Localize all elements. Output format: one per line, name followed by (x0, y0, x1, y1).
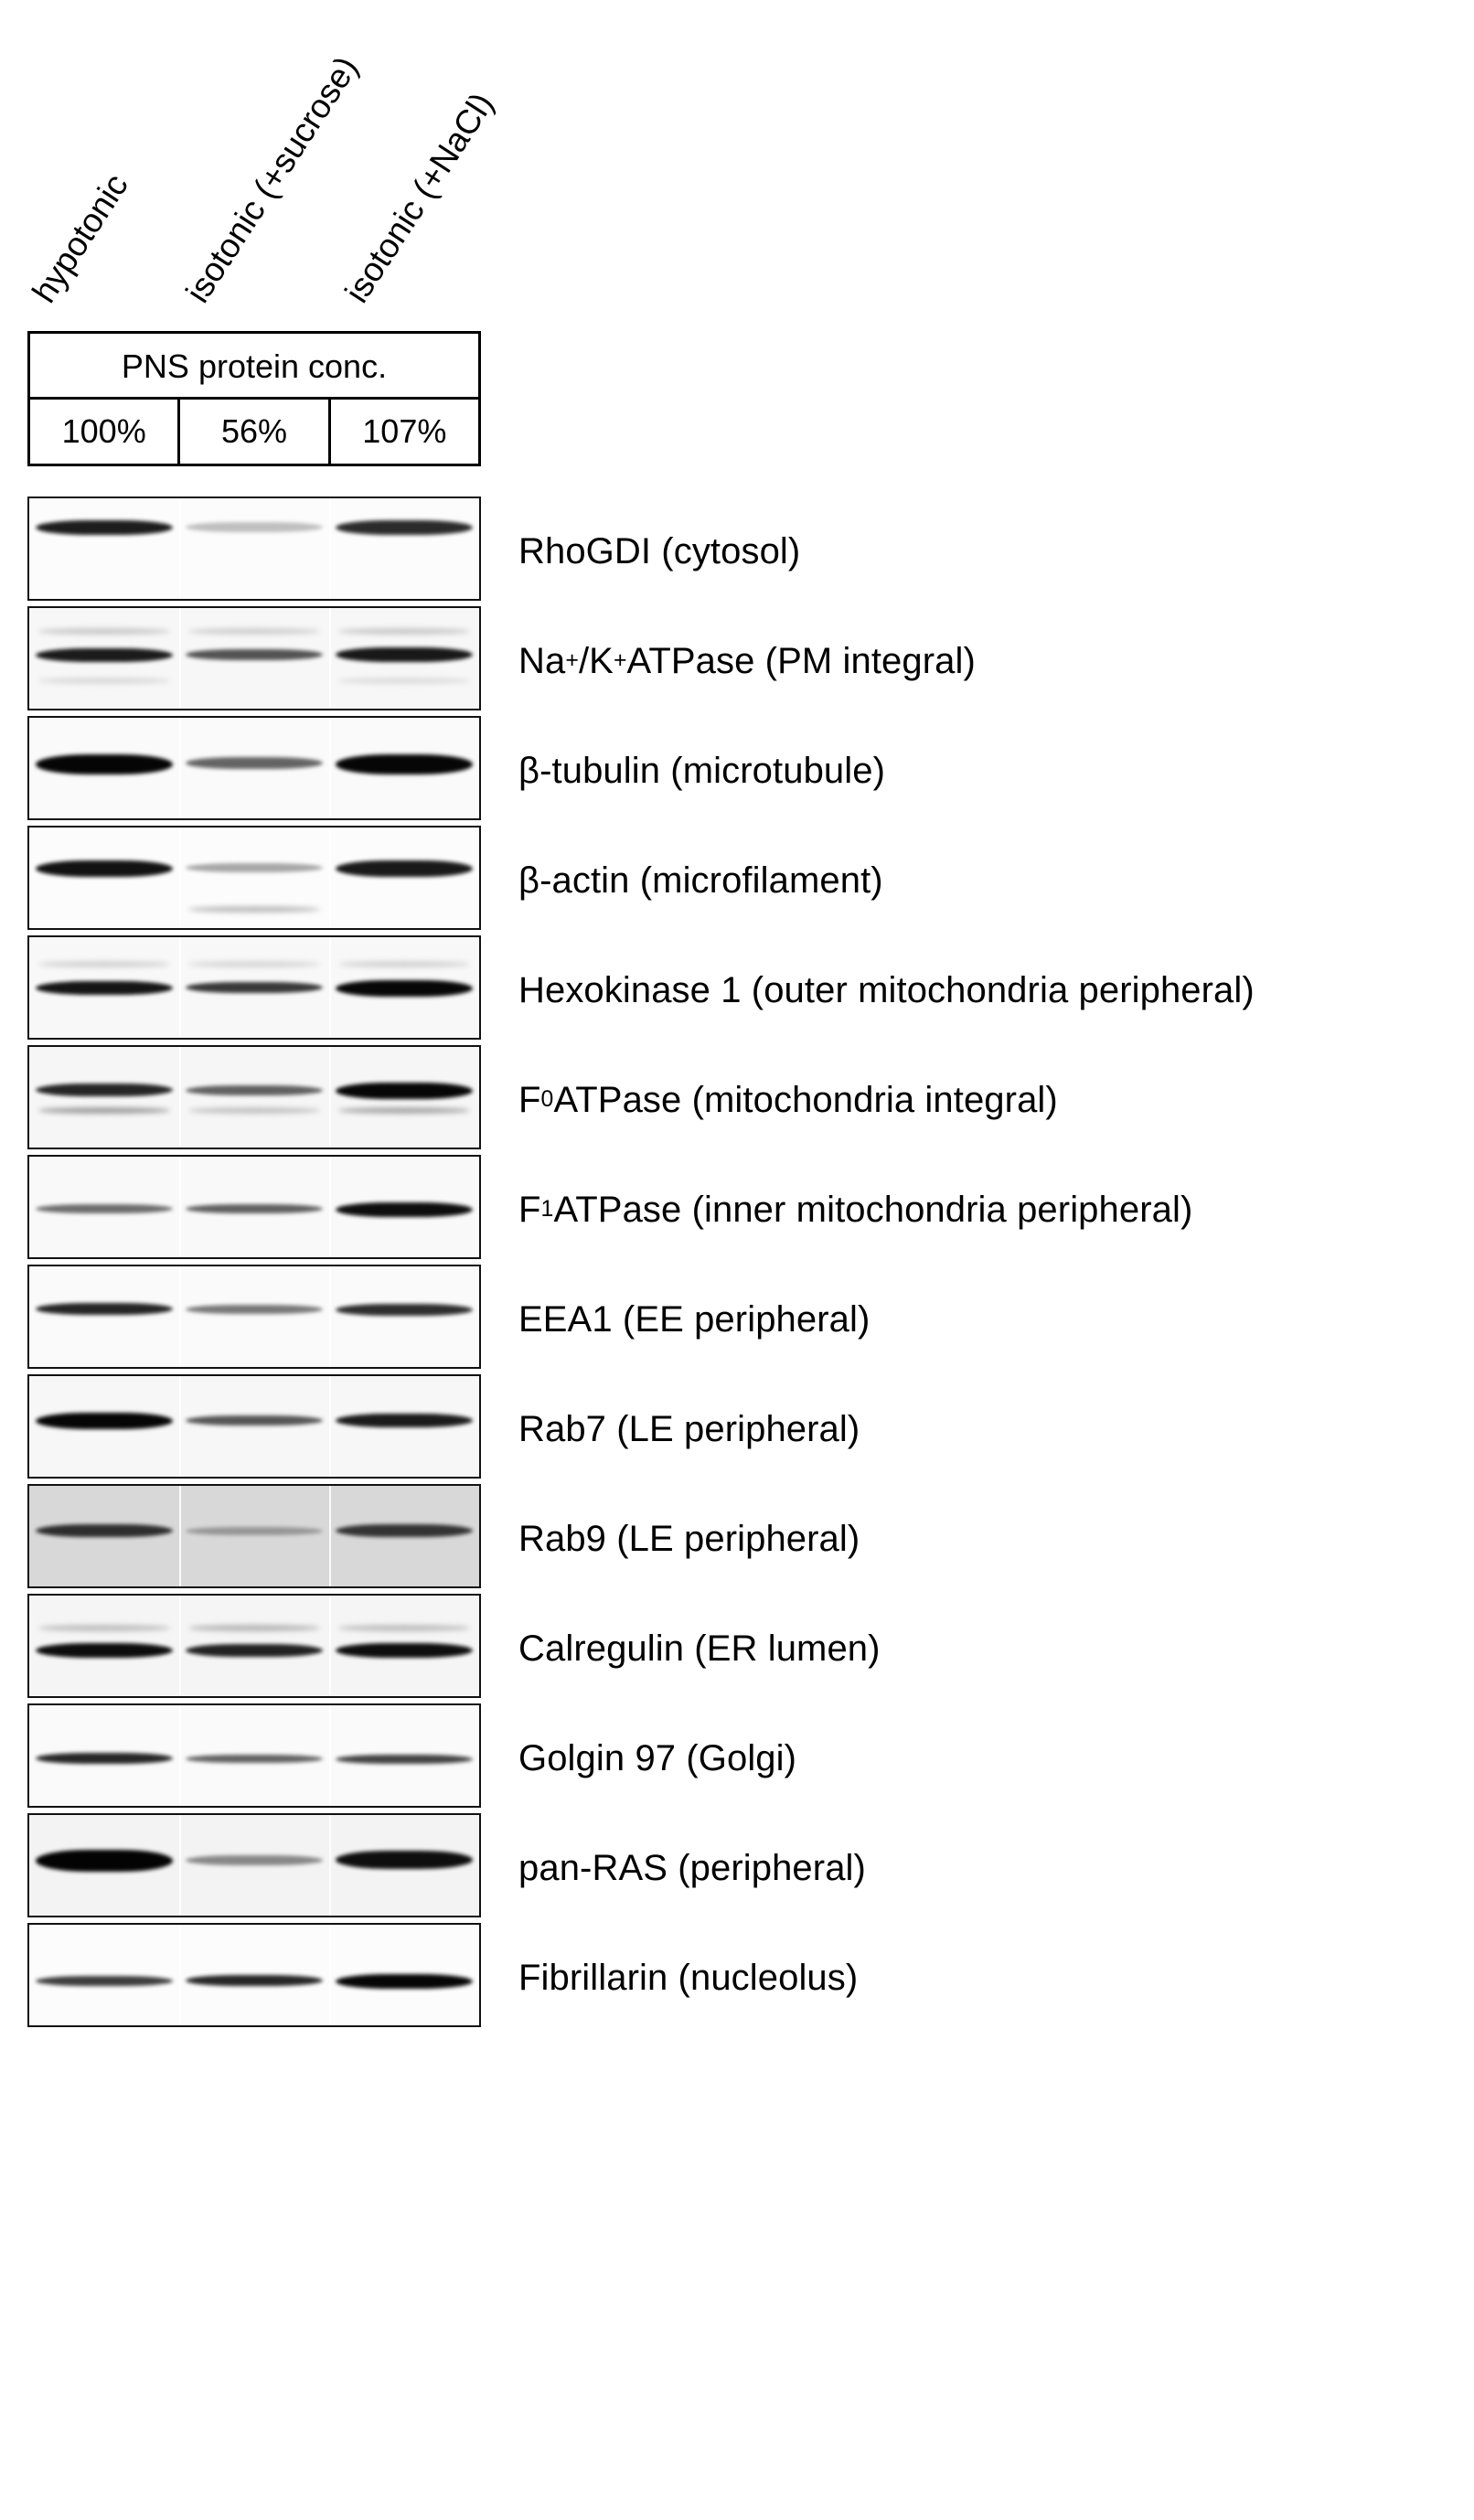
blot-panel-stack (27, 497, 481, 2033)
blot-label-stack (518, 497, 1451, 2033)
blot-lanes (29, 1486, 479, 1586)
blot-band (186, 1085, 324, 1095)
blot-band (36, 754, 174, 774)
blot-band (336, 754, 474, 774)
blot-lanes (29, 1815, 479, 1916)
blot-faint-band (188, 961, 320, 967)
blot-panel (27, 1155, 481, 1259)
blot-lane-2 (179, 1376, 329, 1477)
blot-band (186, 1415, 324, 1426)
blot-band (36, 1084, 174, 1096)
blot-faint-band (38, 678, 170, 684)
blot-panel (27, 1265, 481, 1369)
blot-band (36, 520, 174, 535)
blot-panel (27, 1923, 481, 2027)
blot-band (36, 1753, 174, 1764)
blot-lane-3 (329, 1815, 479, 1916)
blot-lane-1 (29, 608, 179, 709)
blot-lane-2 (179, 498, 329, 599)
blot-band (186, 1644, 324, 1657)
blot-band (186, 1755, 324, 1763)
blot-panel (27, 1594, 481, 1698)
blot-band (36, 1976, 174, 1986)
blot-lane-2 (179, 828, 329, 928)
blot-lane-2 (179, 608, 329, 709)
blot-band (186, 1975, 324, 1986)
blot-lane-2 (179, 937, 329, 1038)
blot-panel (27, 1374, 481, 1479)
blot-lanes (29, 1047, 479, 1148)
blot-faint-band (38, 1625, 170, 1631)
blot-lanes (29, 1266, 479, 1367)
blot-band (186, 757, 324, 769)
blot-faint-band (38, 1107, 170, 1114)
blot-label: RhoGDI (cytosol) (518, 530, 801, 571)
blot-band (336, 860, 474, 877)
blot-label: Hexokinase 1 (outer mitochondria peripheral) (518, 969, 1255, 1010)
blot-lane-1 (29, 828, 179, 928)
blot-panel (27, 1813, 481, 1917)
blot-lane-1 (29, 1266, 179, 1367)
blot-lane-3 (329, 1157, 479, 1257)
column-header-group (0, 0, 695, 329)
blot-label: β-tubulin (microtubule) (518, 750, 886, 791)
blot-faint-band (38, 628, 170, 635)
blot-band (36, 1303, 174, 1315)
blot-lane-2 (179, 1596, 329, 1696)
blot-band (186, 1305, 324, 1314)
blot-label: Fibrillarin (nucleolus) (518, 1957, 859, 1998)
blot-band (336, 980, 474, 997)
blot-lanes (29, 498, 479, 599)
conc-value-lane-1: 100% (61, 412, 146, 450)
blot-lane-3 (329, 498, 479, 599)
blot-band (336, 1524, 474, 1537)
blot-label: F 1 ATPase (inner mitochondria peripheral) (518, 1189, 1193, 1230)
blot-label: F 0 ATPase (mitochondria integral) (518, 1079, 1058, 1120)
blot-label: Na + /K + ATPase (PM integral) (518, 640, 976, 681)
blot-lanes (29, 1157, 479, 1257)
conc-value-lane-3: 107% (328, 400, 478, 464)
blot-band (186, 1204, 324, 1213)
blot-band (336, 1755, 474, 1764)
blot-band (336, 520, 474, 535)
blot-panel (27, 716, 481, 820)
blot-label: Golgin 97 (Golgi) (518, 1737, 797, 1778)
blot-lane-1 (29, 1925, 179, 2025)
blot-panel (27, 935, 481, 1040)
blot-band (36, 981, 174, 995)
blot-lane-2 (179, 1047, 329, 1148)
blot-faint-band (338, 678, 470, 684)
blot-lane-1 (29, 1047, 179, 1148)
blot-band (336, 1974, 474, 1989)
blot-band (336, 1643, 474, 1658)
blot-band (186, 982, 324, 993)
blot-faint-band (188, 1107, 320, 1114)
blot-label: Rab7 (LE peripheral) (518, 1408, 860, 1449)
blot-label: Rab9 (LE peripheral) (518, 1518, 860, 1559)
blot-band (186, 863, 324, 872)
blot-lane-3 (329, 1047, 479, 1148)
blot-faint-band (188, 1625, 320, 1631)
blot-band (186, 649, 324, 660)
blot-lanes (29, 1705, 479, 1806)
blot-lanes (29, 1925, 479, 2025)
blot-label: EEA1 (EE peripheral) (518, 1298, 871, 1340)
blot-panel (27, 1703, 481, 1808)
pns-protein-conc-table (27, 331, 481, 466)
blot-faint-band (38, 961, 170, 967)
blot-lane-3 (329, 828, 479, 928)
blot-lane-3 (329, 1376, 479, 1477)
blot-band (36, 1204, 174, 1213)
blot-lane-1 (29, 1815, 179, 1916)
blot-lanes (29, 1376, 479, 1477)
blot-lane-1 (29, 1596, 179, 1696)
blot-panel (27, 497, 481, 601)
conc-table-title: PNS protein conc. (30, 334, 478, 400)
blot-faint-band (188, 906, 320, 913)
blot-band (36, 648, 174, 662)
blot-lane-2 (179, 1266, 329, 1367)
blot-faint-band (338, 1107, 470, 1114)
blot-panel (27, 1045, 481, 1149)
column-header-isotonic-nacl: isotonic (+NaCl) (337, 86, 501, 310)
blot-lane-2 (179, 1925, 329, 2025)
blot-lane-1 (29, 1376, 179, 1477)
blot-band (36, 1524, 174, 1537)
blot-band (186, 1527, 324, 1535)
blot-lane-1 (29, 498, 179, 599)
blot-lane-3 (329, 1925, 479, 2025)
blot-lane-3 (329, 1486, 479, 1586)
blot-lane-2 (179, 1705, 329, 1806)
blot-panel (27, 826, 481, 930)
blot-lane-1 (29, 1705, 179, 1806)
blot-faint-band (188, 628, 320, 635)
blot-band (36, 1413, 174, 1429)
blot-lanes (29, 828, 479, 928)
blot-lane-3 (329, 1266, 479, 1367)
conc-table-values-row (30, 400, 478, 464)
blot-faint-band (338, 1625, 470, 1631)
blot-label: Calregulin (ER lumen) (518, 1628, 881, 1669)
blot-lane-3 (329, 718, 479, 818)
conc-value-lane-2: 56% (177, 400, 327, 464)
blot-lanes (29, 718, 479, 818)
blot-band (36, 1850, 174, 1872)
blot-lane-1 (29, 718, 179, 818)
blot-lane-3 (329, 1705, 479, 1806)
blot-band (336, 1083, 474, 1099)
blot-lane-1 (29, 937, 179, 1038)
blot-panel (27, 606, 481, 710)
blot-band (36, 860, 174, 877)
blot-faint-band (338, 961, 470, 967)
blot-band (36, 1643, 174, 1658)
blot-lane-2 (179, 1157, 329, 1257)
blot-band (186, 522, 324, 532)
blot-band (336, 1414, 474, 1427)
blot-band (336, 1202, 474, 1217)
blot-lane-3 (329, 608, 479, 709)
blot-lane-2 (179, 1815, 329, 1916)
blot-faint-band (338, 628, 470, 635)
blot-lanes (29, 937, 479, 1038)
blot-lanes (29, 608, 479, 709)
column-header-isotonic-sucrose: isotonic (+sucrose) (178, 49, 366, 310)
column-header-hypotonic: hypotonic (25, 166, 135, 310)
blot-panel (27, 1484, 481, 1588)
blot-label: β-actin (microfilament) (518, 860, 883, 901)
blot-lane-2 (179, 1486, 329, 1586)
blot-lanes (29, 1596, 479, 1696)
blot-lane-1 (29, 1486, 179, 1586)
blot-lane-3 (329, 1596, 479, 1696)
blot-band (336, 647, 474, 662)
blot-label: pan-RAS (peripheral) (518, 1847, 866, 1888)
blot-band (336, 1304, 474, 1316)
blot-band (336, 1851, 474, 1869)
blot-band (186, 1855, 324, 1865)
blot-lane-2 (179, 718, 329, 818)
blot-lane-3 (329, 937, 479, 1038)
blot-lane-1 (29, 1157, 179, 1257)
